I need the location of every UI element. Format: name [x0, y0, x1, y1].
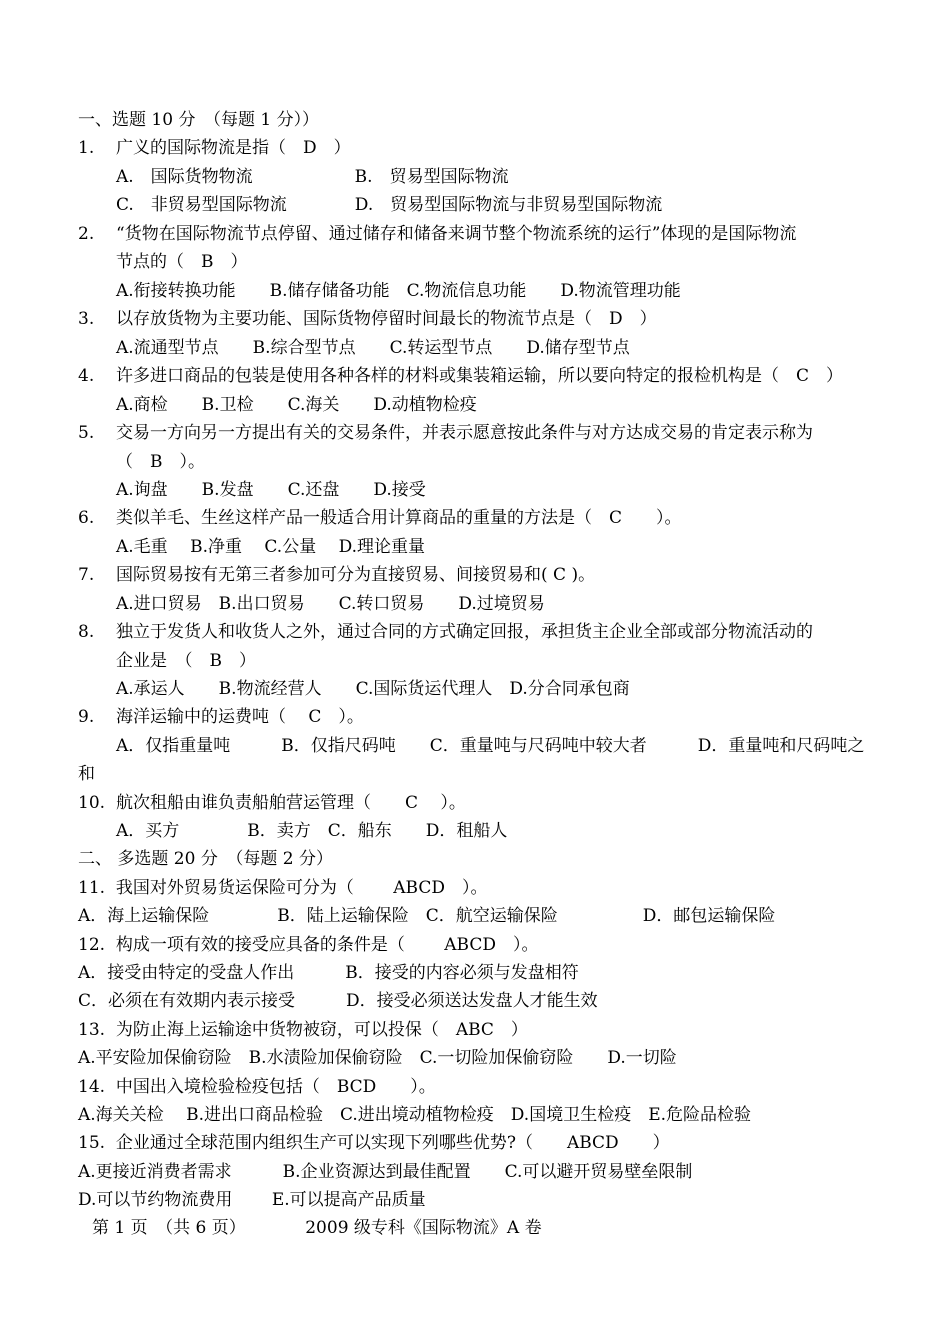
q6-number: 6. — [78, 508, 95, 528]
q2-stem-line2: 节点的（ B ） — [116, 252, 248, 272]
q8-stem-line2: 企业是 （ B ） — [116, 651, 256, 671]
q3-options: A.流通型节点 B.综合型节点 C.转运型节点 D.储存型节点 — [116, 338, 630, 358]
q10-number: 10. — [78, 793, 106, 813]
q7-number: 7. — [78, 565, 95, 585]
q5-stem-line2: （ B ）。 — [116, 452, 205, 472]
q11-stem: 11. 我国对外贸易货运保险可分为（ ABCD ）。 — [78, 878, 488, 898]
q10-stem: 航次租船由谁负责船舶营运管理（ C ）。 — [116, 793, 466, 813]
q4-stem: 许多进口商品的包装是使用各种各样的材料或集装箱运输，所以要向特定的报检机构是（ C ） — [116, 366, 844, 386]
page-footer: 第 1 页 （共 6 页） 2009 级专科《国际物流》A 卷 — [92, 1218, 542, 1238]
q6-stem: 类似羊毛、生丝这样产品一般适合用计算商品的重量的方法是（ C ）。 — [116, 508, 682, 528]
q1-number: 1. — [78, 138, 95, 158]
q13-options: A.平安险加保偷窃险 B.水渍险加保偷窃险 C.一切险加保偷窃险 D.一切险 — [78, 1048, 677, 1068]
q10-options: A．买方 B．卖方 C．船东 D．租船人 — [116, 821, 508, 841]
q8-number: 8. — [78, 622, 95, 642]
q1-options-ab: A. 国际货物物流 B. 贸易型国际物流 — [116, 167, 509, 187]
q5-number: 5. — [78, 423, 95, 443]
q6-options: A.毛重 B.净重 C.公量 D.理论重量 — [116, 537, 426, 557]
q4-options: A.商检 B.卫检 C.海关 D.动植物检疫 — [116, 395, 477, 415]
q3-number: 3. — [78, 309, 95, 329]
q9-number: 9. — [78, 707, 95, 727]
q2-number: 2. — [78, 224, 95, 244]
q14-options: A.海关关检 B.进出口商品检验 C.进出境动植物检疫 D.国境卫生检疫 E.危险品检验 — [78, 1105, 752, 1125]
q2-options: A.衔接转换功能 B.储存储备功能 C.物流信息功能 D.物流管理功能 — [116, 281, 681, 301]
section-1-title: 一、选题 10 分 （每题 1 分）） — [78, 110, 320, 130]
q5-stem-line1: 交易一方向另一方提出有关的交易条件，并表示愿意按此条件与对方达成交易的肯定表示称为 — [116, 423, 813, 443]
q12-options-cd: C．必须在有效期内表示接受 D．接受必须送达发盘人才能生效 — [78, 991, 598, 1011]
q12-stem: 12. 构成一项有效的接受应具备的条件是（ ABCD ）。 — [78, 935, 539, 955]
q7-stem: 国际贸易按有无第三者参加可分为直接贸易、间接贸易和( C )。 — [116, 565, 596, 585]
q9-options: A．仅指重量吨 B．仅指尺码吨 C．重量吨与尺码吨中较大者 D．重量吨和尺码吨之 — [116, 736, 865, 756]
q9-options-wrap: 和 — [78, 764, 95, 784]
q11-options: A．海上运输保险 B．陆上运输保险 C．航空运输保险 D．邮包运输保险 — [78, 906, 776, 926]
q4-number: 4. — [78, 366, 95, 386]
q13-stem: 13. 为防止海上运输途中货物被窃，可以投保（ ABC ） — [78, 1020, 528, 1040]
q14-stem: 14. 中国出入境检验检疫包括（ BCD ）。 — [78, 1077, 436, 1097]
q5-options: A.询盘 B.发盘 C.还盘 D.接受 — [116, 480, 426, 500]
q8-stem-line1: 独立于发货人和收货人之外，通过合同的方式确定回报，承担货主企业全部或部分物流活动的 — [116, 622, 813, 642]
q1-stem: 广义的国际物流是指（ D ） — [116, 138, 351, 158]
q2-stem-line1: “货物在国际物流节点停留、通过储存和储备来调节整个物流系统的运行”体现的是国际物流 — [116, 224, 797, 244]
q9-stem: 海洋运输中的运费吨（ C ）。 — [116, 707, 364, 727]
q1-options-cd: C. 非贸易型国际物流 D. 贸易型国际物流与非贸易型国际物流 — [116, 195, 663, 215]
q15-stem: 15. 企业通过全球范围内组织生产可以实现下列哪些优势?（ ABCD ） — [78, 1133, 670, 1153]
q12-options-ab: A．接受由特定的受盘人作出 B．接受的内容必须与发盘相符 — [78, 963, 579, 983]
q15-options-de: D.可以节约物流费用 E.可以提高产品质量 — [78, 1190, 426, 1210]
q8-options: A.承运人 B.物流经营人 C.国际货运代理人 D.分合同承包商 — [116, 679, 630, 699]
q3-stem: 以存放货物为主要功能、国际货物停留时间最长的物流节点是（ D ） — [116, 309, 657, 329]
section-2-title: 二、 多选题 20 分 （每题 2 分） — [78, 849, 333, 869]
q7-options: A.进口贸易 B.出口贸易 C.转口贸易 D.过境贸易 — [116, 594, 545, 614]
q15-options-abc: A.更接近消费者需求 B.企业资源达到最佳配置 C.可以避开贸易壁垒限制 — [78, 1162, 693, 1182]
